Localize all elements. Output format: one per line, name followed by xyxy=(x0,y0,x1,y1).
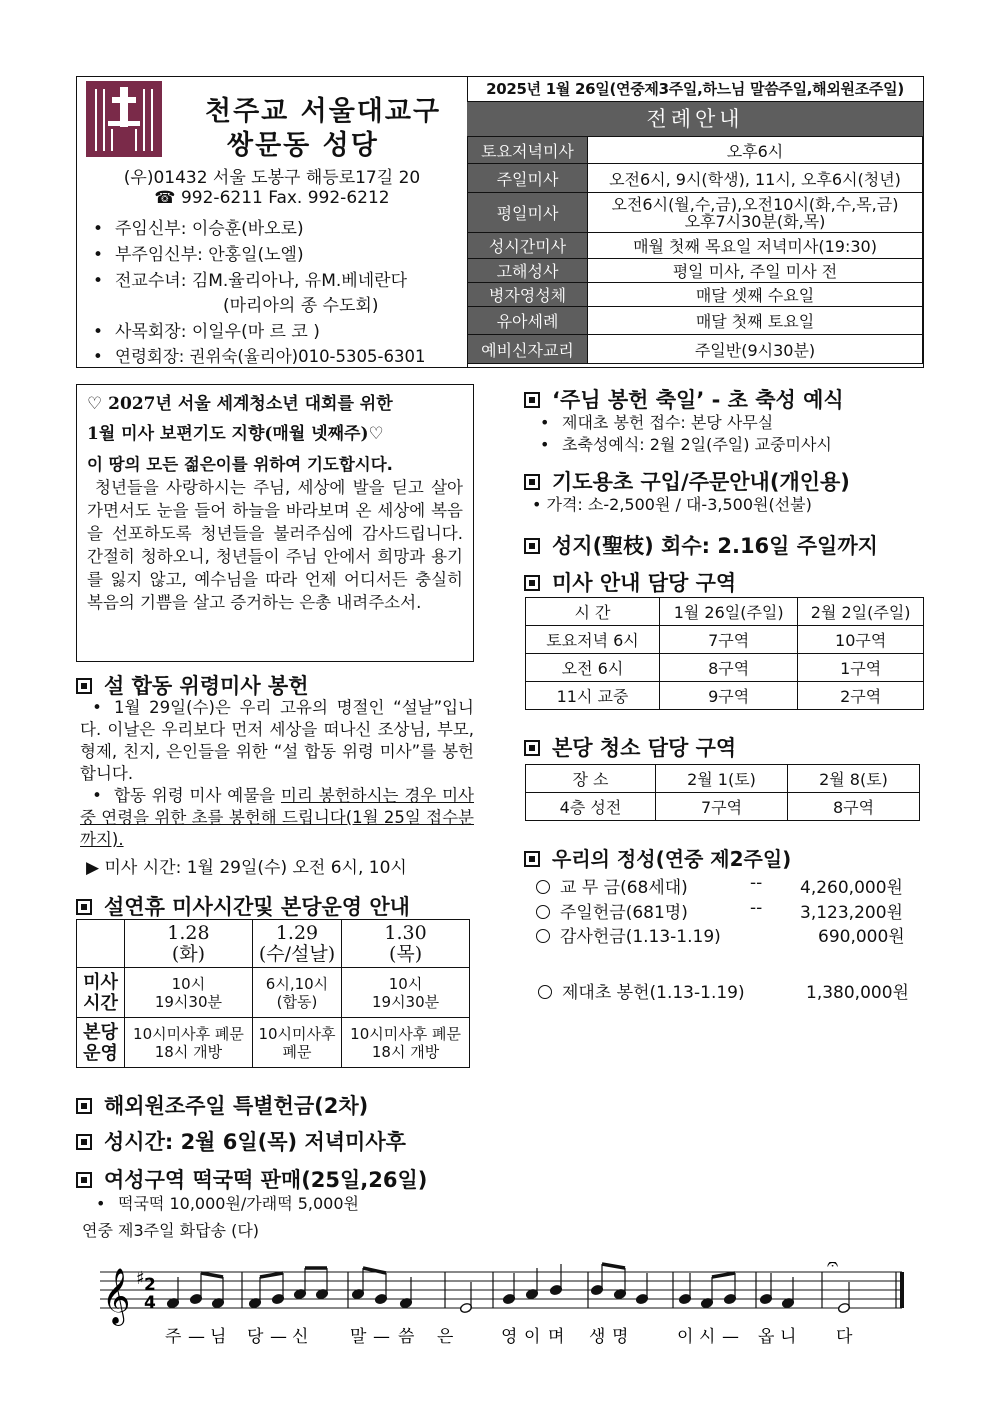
liturgy-value: 오전6시, 9시(학생), 11시, 오후6시(청년) xyxy=(588,164,923,193)
liturgy-key: 유아세례 xyxy=(468,307,588,335)
offering-row xyxy=(536,922,721,947)
row-head-line: 미사 xyxy=(83,971,118,993)
music-staff xyxy=(100,1262,910,1362)
cleaning-head-row xyxy=(526,765,920,793)
cell-line: 19시30분 xyxy=(154,992,222,1011)
circle-bullet-icon xyxy=(536,905,550,919)
offering-amount: 1,380,000원 xyxy=(806,983,909,1003)
holy-hour-text: 성시간: 2월 6일(목) 저녁미사후 xyxy=(104,1130,406,1154)
guide-cell: 2구역 xyxy=(798,682,924,710)
lyric-syllable: 시 xyxy=(699,1327,716,1347)
memorial-p1-text: 1월 29일(수)은 우리 고유의 명절인 “설날”입니다. 이날은 우리보다 먼저 세상을 떠나신 조상님, 부모, 형제, 친지, 은인들을 위한 “설 합동 위령 미사”를 봉헌합니다. xyxy=(80,698,474,783)
holiday-col xyxy=(342,920,470,968)
guide-cell: 1구역 xyxy=(798,654,924,682)
row-head-line: 본당 xyxy=(83,1021,118,1043)
liturgy-value: 매달 첫째 토요일 xyxy=(588,307,923,335)
liturgy-key: 토요저녁미사 xyxy=(468,137,588,164)
liturgy-row xyxy=(468,283,923,307)
time-signature-top: 2 xyxy=(144,1275,156,1295)
holiday-row xyxy=(77,968,470,1018)
lyric-syllable: 생 xyxy=(589,1327,606,1347)
offering-label: 제대초 봉헌(1.13-1.19) xyxy=(562,983,745,1003)
cleaning-cell: 8구역 xyxy=(788,793,920,821)
liturgy-value: 매달 셋째 수요일 xyxy=(588,283,923,307)
holiday-date: 1.28 xyxy=(167,921,210,944)
guide-row xyxy=(526,654,924,682)
rice-cake-price: 떡국떡 10,000원/가래떡 5,000원 xyxy=(118,1194,359,1213)
rice-cake-text: 여성구역 떡국떡 판매(25일,26일) xyxy=(104,1168,428,1192)
lyric-syllable: 이 xyxy=(524,1327,541,1347)
liturgy-row xyxy=(468,137,923,164)
offering-dash: -- xyxy=(750,898,763,918)
holiday-cell xyxy=(125,1018,253,1068)
liturgy-value: 오후6시 xyxy=(588,137,923,164)
row-head-line: 운영 xyxy=(83,1042,118,1064)
row-head-line: 시간 xyxy=(83,992,118,1014)
bullet: • xyxy=(540,435,550,454)
prayer-candle-price: • 가격: 소-2,500원 / 대-3,500원(선불) xyxy=(532,495,812,514)
holiday-day: (화) xyxy=(171,942,206,965)
square-bullet-icon xyxy=(524,538,540,554)
overseas-aid-text: 해외원조주일 특별헌금(2차) xyxy=(104,1094,369,1118)
cleaning-table xyxy=(525,764,920,821)
guide-cell: 9구역 xyxy=(660,682,798,710)
offering-row xyxy=(536,873,688,898)
psalm-lyrics xyxy=(165,1326,853,1347)
key-signature: ♯ xyxy=(136,1268,145,1289)
circle-bullet-icon xyxy=(538,985,552,999)
cell-line: 10시 xyxy=(388,974,423,993)
rice-cake-heading xyxy=(76,1164,427,1194)
memorial-p2b-text: 미리 봉헌하시는 경우 미사 중 연령을 위한 초를 봉헌해 드립니다(1월 25일 접수분까지). xyxy=(80,786,474,849)
holiday-col xyxy=(125,920,253,968)
fermata-icon: 𝄐 xyxy=(827,1262,839,1275)
liturgy-value xyxy=(588,193,923,233)
offering-label: 주일헌금(681명) xyxy=(560,903,688,923)
lyric-syllable: 당 xyxy=(247,1327,264,1347)
lyric-syllable: 신 xyxy=(292,1327,309,1347)
lyric-syllable: 다 xyxy=(836,1327,853,1347)
lyric-syllable: — xyxy=(373,1327,390,1347)
offering-amount: 690,000원 xyxy=(818,927,905,947)
holiday-row xyxy=(77,1018,470,1068)
holiday-day: (수/설날) xyxy=(258,942,336,965)
guide-row xyxy=(526,626,924,654)
staff-pastor-text: 주임신부: 이승훈(바오로) xyxy=(115,219,304,239)
lyric-syllable: 명 xyxy=(612,1327,629,1347)
lyric-syllable: — xyxy=(722,1327,739,1347)
offering-title: 우리의 정성(연중 제2주일) xyxy=(552,847,792,871)
offering-row xyxy=(538,978,745,1003)
note-beam xyxy=(602,1264,625,1268)
liturgy-row xyxy=(468,164,923,193)
liturgy-key: 평일미사 xyxy=(468,193,588,233)
time-signature-bottom: 4 xyxy=(144,1293,156,1313)
holiday-corner xyxy=(77,920,125,968)
staff-pastor: • 주임신부: 이승훈(바오로) xyxy=(93,219,304,239)
guide-cell: 8구역 xyxy=(660,654,798,682)
square-bullet-icon xyxy=(76,1134,92,1150)
bullet: • xyxy=(92,786,102,805)
holiday-row-head xyxy=(77,968,125,1018)
lyric-syllable: 말 xyxy=(350,1327,367,1347)
liturgy-key: 고해성사 xyxy=(468,259,588,283)
cell-line: 6시,10시 xyxy=(265,974,329,993)
prayer-candle-heading xyxy=(524,466,850,496)
cell-line: (합동) xyxy=(276,992,318,1011)
staff-assistant-text: 부주임신부: 안홍일(노엘) xyxy=(115,245,304,265)
holy-hour-heading xyxy=(76,1126,406,1156)
holiday-day: (목) xyxy=(388,942,423,965)
lyric-syllable: 영 xyxy=(501,1327,518,1347)
circle-bullet-icon xyxy=(536,880,550,894)
bullet: • xyxy=(96,1194,106,1213)
holiday-title: 설연휴 미사시간및 본당운영 안내 xyxy=(104,895,410,919)
liturgy-value: 주일반(9시30분) xyxy=(588,335,923,364)
staff-council-text: 사목회장: 이일우(마 르 코 ) xyxy=(115,322,320,342)
cleaning-row xyxy=(526,793,920,821)
memorial-heading xyxy=(76,670,309,700)
cleaning-head-cell: 2월 8(토) xyxy=(788,765,920,793)
memorial-paragraph-1 xyxy=(80,697,474,785)
cleaning-title: 본당 청소 담당 구역 xyxy=(552,736,737,760)
guide-cell: 10구역 xyxy=(798,626,924,654)
note-beam xyxy=(201,1273,223,1277)
liturgy-row xyxy=(468,307,923,335)
guide-head-cell: 시 간 xyxy=(526,598,660,626)
candle-item xyxy=(540,434,832,456)
prayer-title-1: ♡ 2027년 서울 세계청소년 대회를 위한 xyxy=(87,394,393,414)
overseas-aid-heading xyxy=(76,1090,368,1120)
candle-item-text: 초축성예식: 2월 2일(주일) 교중미사시 xyxy=(562,435,832,454)
memorial-mass-time: ▶ 미사 시간: 1월 29일(수) 오전 6시, 10시 xyxy=(86,858,407,878)
music-notes xyxy=(166,1264,904,1314)
psalm-title: 연중 제3주일 화답송 (다) xyxy=(82,1221,260,1240)
psalm-music-score xyxy=(100,1262,910,1362)
liturgy-key: 병자영성체 xyxy=(468,283,588,307)
cell-line: 19시30분 xyxy=(371,992,440,1011)
memorial-p2a-text: 합동 위령 미사 예물을 xyxy=(114,786,281,805)
holiday-cell xyxy=(252,968,341,1018)
holiday-row-head xyxy=(77,1018,125,1068)
staff-funeral-text: 연령회장: 권위숙(율리아)010-5305-6301 xyxy=(115,347,426,366)
lyric-syllable: 님 xyxy=(210,1327,227,1347)
square-bullet-icon xyxy=(76,1098,92,1114)
cleaning-head-cell: 2월 1(토) xyxy=(656,765,788,793)
prayer-lead: 이 땅의 모든 젊은이를 위하여 기도합시다. xyxy=(87,455,393,474)
cell-line: 18시 개방 xyxy=(371,1042,440,1061)
candle-item xyxy=(540,412,773,434)
cell-line: 10시미사후 폐문 xyxy=(350,1024,461,1043)
holiday-heading xyxy=(76,891,410,921)
cleaning-heading xyxy=(524,732,736,762)
staff-council: • 사목회장: 이일우(마 르 코 ) xyxy=(93,322,320,342)
prayer-candle-title: 기도용초 구입/주문안내(개인용) xyxy=(552,470,850,494)
square-bullet-icon xyxy=(76,899,92,915)
square-bullet-icon xyxy=(524,851,540,867)
guide-title: 미사 안내 담당 구역 xyxy=(552,571,737,595)
youth-prayer-box xyxy=(76,384,474,662)
square-bullet-icon xyxy=(524,575,540,591)
cell-line: 폐문 xyxy=(282,1042,312,1061)
guide-head-cell: 1월 26일(주일) xyxy=(660,598,798,626)
holiday-date: 1.29 xyxy=(275,921,319,944)
cleaning-cell: 4층 성전 xyxy=(526,793,656,821)
square-bullet-icon xyxy=(524,392,540,408)
lyric-syllable: — xyxy=(188,1327,205,1347)
candle-title: ‘주님 봉헌 축일’ - 초 축성 예식 xyxy=(552,388,844,412)
lyric-syllable: 옵 xyxy=(758,1327,775,1347)
holiday-col xyxy=(252,920,341,968)
guide-cell: 오전 6시 xyxy=(526,654,660,682)
offering-row xyxy=(536,898,688,923)
offering-amount: 4,260,000원 xyxy=(800,878,903,898)
liturgy-key: 예비신자교리 xyxy=(468,335,588,364)
church-logo xyxy=(86,81,162,157)
lyric-syllable: 며 xyxy=(548,1327,565,1347)
holiday-date: 1.30 xyxy=(384,921,427,944)
guide-cell: 7구역 xyxy=(660,626,798,654)
offering-heading xyxy=(524,843,791,872)
staff-funeral: • 연령회장: 권위숙(율리아)010-5305-6301 xyxy=(93,347,426,366)
staff-assistant: • 부주임신부: 안홍일(노엘) xyxy=(93,245,304,265)
bulletin-header xyxy=(76,76,924,368)
address: (우)01432 서울 도봉구 해등로17길 20 xyxy=(123,168,421,188)
prayer-title-2: 1월 미사 보편기도 지향(매월 넷째주)♡ xyxy=(87,424,384,444)
liturgy-key: 주일미사 xyxy=(468,164,588,193)
lyric-syllable: 주 xyxy=(165,1327,182,1347)
phone: ☎ 992-6211 Fax. 992-6212 xyxy=(154,188,390,208)
lyric-syllable: 이 xyxy=(677,1327,694,1347)
palm-title: 성지(聖枝) 회수: 2.16일 주일까지 xyxy=(552,534,878,558)
note-beam xyxy=(260,1273,283,1277)
offering-amount: 3,123,200원 xyxy=(800,903,903,923)
offering-label: 감사헌금(1.13-1.19) xyxy=(560,927,721,947)
lyric-syllable: 니 xyxy=(780,1327,797,1347)
guide-heading xyxy=(524,567,736,597)
staff-sisters-text: 전교수녀: 김M.율리아나, 유M.베네란다 xyxy=(115,271,407,291)
liturgy-title: 전례안내 xyxy=(467,102,923,136)
weekday-mass-line1: 오전6시(월,수,금),오전10시(화,수,목,금) xyxy=(611,194,899,214)
liturgy-row xyxy=(468,233,923,259)
holiday-cell xyxy=(125,968,253,1018)
candle-heading xyxy=(524,384,844,414)
liturgy-row xyxy=(468,193,923,233)
cell-line: 18시 개방 xyxy=(154,1042,223,1061)
liturgy-row xyxy=(468,259,923,283)
cell-line: 10시 xyxy=(171,974,206,993)
liturgy-row xyxy=(468,335,923,364)
offering-label: 교 무 금(68세대) xyxy=(560,878,688,898)
holiday-table xyxy=(76,919,470,1068)
offering-dash: -- xyxy=(750,873,763,893)
lyric-syllable: 씀 xyxy=(398,1327,415,1347)
guide-head-row xyxy=(526,598,924,626)
guide-row xyxy=(526,682,924,710)
holiday-cell xyxy=(342,1018,470,1068)
cross-icon xyxy=(86,81,162,157)
staff-order: (마리아의 종 수도회) xyxy=(223,296,379,316)
liturgy-key: 성시간미사 xyxy=(468,233,588,259)
prayer-body: 청년들을 사랑하시는 주님, 세상에 발을 딛고 살아가면서도 눈을 들어 하늘을 바라보며 온 세상에 복음을 선포하도록 청년들을 불러주심에 감사드립니다. 간절히 청하오니, 청년들이 주님 안에서 희망과 용기를 잃지 않고, 예수님을 따라 언제 어디서든 충실히 복음의 기쁨을 살고 증거하는 은총 내려주소서. xyxy=(87,478,463,612)
bulletin-date: 2025년 1월 26일(연중제3주일,하느님 말씀주일,해외원조주일) xyxy=(467,77,923,102)
square-bullet-icon xyxy=(76,1172,92,1188)
treble-clef-icon: 𝄞 xyxy=(102,1268,131,1324)
memorial-title: 설 합동 위령미사 봉헌 xyxy=(104,674,309,698)
candle-item-text: 제대초 봉헌 접수: 본당 사무실 xyxy=(562,413,774,432)
lyric-syllable: — xyxy=(270,1327,287,1347)
palm-heading xyxy=(524,530,878,560)
circle-bullet-icon xyxy=(536,929,550,943)
bullet: • xyxy=(540,413,550,432)
bullet: • xyxy=(92,698,102,717)
liturgy-value: 매월 첫째 목요일 저녁미사(19:30) xyxy=(588,233,923,259)
holiday-head-row xyxy=(77,920,470,968)
weekday-mass-line2: 오후7시30분(화,목) xyxy=(684,211,826,231)
final-barline xyxy=(900,1272,904,1308)
guide-table xyxy=(525,597,924,710)
lyric-syllable: 은 xyxy=(437,1327,454,1347)
guide-head-cell: 2월 2일(주일) xyxy=(798,598,924,626)
guide-cell: 11시 교중 xyxy=(526,682,660,710)
cleaning-head-cell: 장 소 xyxy=(526,765,656,793)
guide-cell: 토요저녁 6시 xyxy=(526,626,660,654)
rice-cake-item xyxy=(96,1193,359,1215)
cell-line: 10시미사후 폐문 xyxy=(133,1024,244,1043)
parish-line1: 천주교 서울대교구 xyxy=(205,96,442,127)
holiday-cell xyxy=(342,968,470,1018)
note-beam xyxy=(712,1273,735,1277)
parish-line2: 쌍문동 성당 xyxy=(227,130,379,161)
cleaning-cell: 7구역 xyxy=(656,793,788,821)
cell-line: 10시미사후 xyxy=(258,1024,336,1043)
square-bullet-icon xyxy=(524,474,540,490)
square-bullet-icon xyxy=(524,740,540,756)
liturgy-table xyxy=(467,136,923,364)
square-bullet-icon xyxy=(76,678,92,694)
staff-sisters: • 전교수녀: 김M.율리아나, 유M.베네란다 xyxy=(93,271,407,291)
liturgy-value: 평일 미사, 주일 미사 전 xyxy=(588,259,923,283)
holiday-cell xyxy=(252,1018,341,1068)
memorial-paragraph-2 xyxy=(80,785,474,851)
